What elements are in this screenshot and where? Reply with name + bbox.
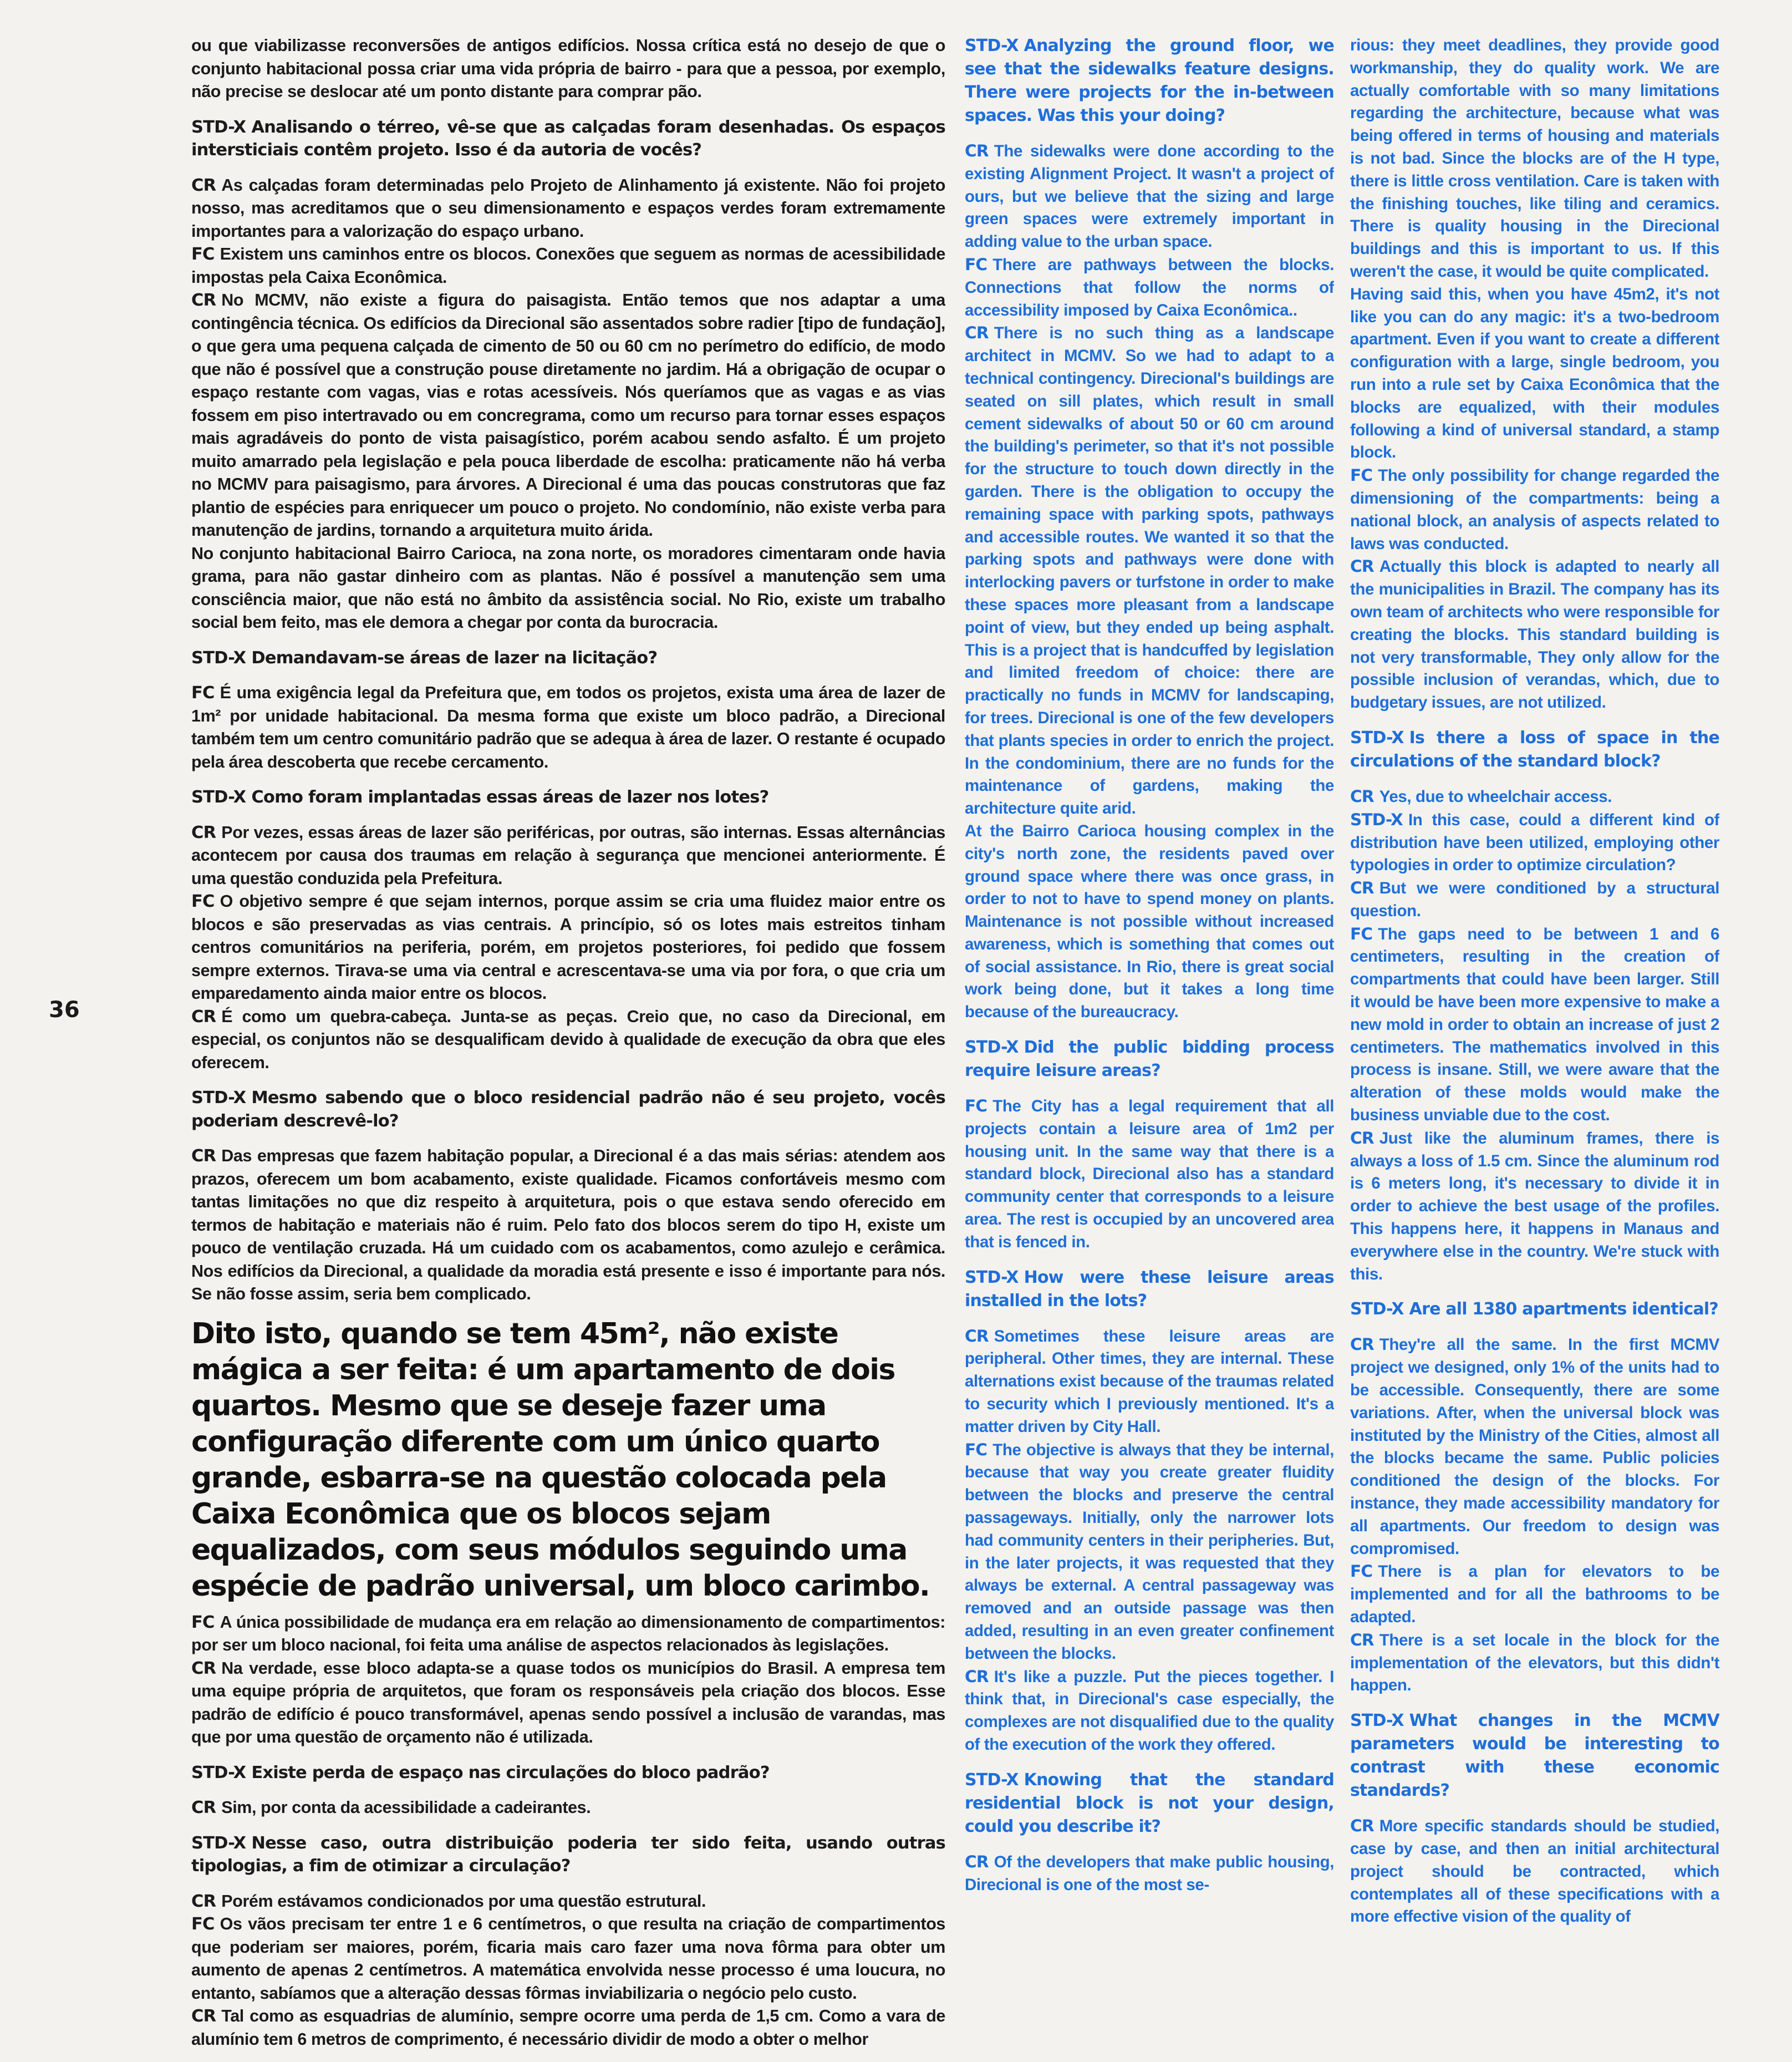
- speaker-label: CR: [191, 291, 216, 310]
- interview-question: [1350, 1709, 1719, 1802]
- interview-answer: [1350, 1127, 1719, 1286]
- interview-answer: [1350, 1333, 1719, 1560]
- pull-quote: [191, 1316, 945, 1604]
- interview-answer: [965, 1325, 1334, 1439]
- speaker-label: CR: [965, 141, 989, 160]
- paragraph-text: Sim, por conta da acessibilidade a cadeirantes.: [221, 1798, 591, 1817]
- paragraph-text: There is a plan for elevators to be implemented and for all the bathrooms to be adapted.: [1350, 1562, 1719, 1626]
- paragraph-text: Yes, due to wheelchair access.: [1379, 787, 1612, 806]
- interview-answer: [965, 1851, 1334, 1897]
- paragraph-text: ou que viabilizasse reconversões de antigos edifícios. Nossa crítica está no desejo de que o conjunto habitacional possa criar uma vida própria de bairro - para que a pessoa, por exemplo, não precise se deslocar até um ponto distante para comprar pão.: [191, 36, 945, 101]
- paragraph-text: Just like the aluminum frames, there is always a loss of 1.5 cm. Since the aluminum rod is 6 meters long, it's necessary to divide it in order to achieve the best usage of the profiles. This happens here, it happens in Manaus and everywhere else in the country. We're stuck with this.: [1350, 1129, 1719, 1283]
- speaker-label: FC: [1350, 1562, 1373, 1581]
- body-paragraph: [1350, 34, 1719, 283]
- interview-question: [191, 786, 945, 809]
- body-paragraph: [191, 34, 945, 104]
- paragraph-text: Tal como as esquadrias de alumínio, sempre ocorre uma perda de 1,5 cm. Como a vara de alumínio tem 6 metros de comprimento, é necessário dividir de modo a obter o melhor: [191, 2007, 945, 2049]
- paragraph-text: The gaps need to be between 1 and 6 centimeters, resulting in the creation of compartments that could have been larger. Still it would be have been more expensive to make a new mold in order to obtain an increase of just 2 centimeters. The mathematics involved in this process is insane. Still, we were aware that the alteration of these molds would make the business unviable due to the cost.: [1350, 925, 1719, 1125]
- paragraph-text: Having said this, when you have 45m2, it's not like you can do any magic: it's a two-bedroom apartment. Even if you want to create a different configuration with a large, single bedroom, you run into a rule set by Caixa Econômica that the blocks are equalized, with their modules following a kind of universal standard, a stamp block.: [1350, 285, 1719, 462]
- interview-answer: [965, 1095, 1334, 1254]
- paragraph-text: Por vezes, essas áreas de lazer são periféricas, por outras, são internas. Essas alternâncias acontecem por causa dos traumas em relação à segurança que mencionei anteriormente. É uma questão conduzida pela Prefeitura.: [191, 822, 945, 888]
- interview-question: [965, 34, 1334, 128]
- speaker-label: CR: [965, 323, 989, 343]
- interview-question: [965, 1036, 1334, 1083]
- interview-answer: [191, 2005, 945, 2051]
- paragraph-text: No MCMV, não existe a figura do paisagista. Então temos que nos adaptar a uma contingência técnica. Os edifícios da Direcional são assentados sobre radier [tipo de fundação], o que gera uma pequena calçada de cimento de 50 ou 60 cm no perímetro do edifício, de modo que não é possível que a construção pouse diretamente no jardim. Há a obrigação de ocupar o espaço restante com vagas, vias e rotas acessíveis. Nós queríamos que as vagas e as vias fossem em piso intertravado ou em concregrama, como um recurso para tornar esses espaços mais agradáveis do ponto de vista paisagístico, porém acabou sendo asfalto. É um projeto muito amarrado pela legislação e pela pouca liberdade de escolha: praticamente não há verba no MCMV para paisagismo, para árvores. A Direcional é uma das poucas construtoras que faz plantio de espécies para enriquecer um pouco o projeto. No condomínio, não existe verba para manutenção de jardins, tornando a arquitetura muito árida.: [191, 291, 945, 540]
- speaker-label: CR: [1350, 1630, 1374, 1649]
- speaker-label: STD-X: [965, 36, 1019, 55]
- speaker-label: STD-X: [191, 788, 246, 807]
- speaker-label: FC: [965, 1096, 987, 1116]
- speaker-label: CR: [965, 1326, 989, 1345]
- interview-answer: [191, 289, 945, 542]
- speaker-label: STD-X: [191, 1763, 246, 1782]
- interview-question: [191, 1086, 945, 1132]
- interview-answer: [965, 140, 1334, 253]
- paragraph-text: More specific standards should be studied, case by case, and then an initial architectural project should be contracted, which contemplates all of these specifications with a more effective vision of the quality of: [1350, 1817, 1719, 1926]
- interview-answer: [1350, 1560, 1719, 1628]
- paragraph-text: No conjunto habitacional Bairro Carioca, na zona norte, os moradores cimentaram onde havia grama, para não gastar dinheiro com as plantas. Não é possível a manutenção sem uma consciência maior, que não está no âmbito da assistência social. No Rio, existe um trabalho social bem feito, mas ele demora a chegar por conta da burocracia.: [191, 544, 945, 632]
- speaker-label: STD-X: [1350, 1711, 1404, 1731]
- paragraph-text: Os vãos precisam ter entre 1 e 6 centímetros, o que resulta na criação de compartimentos que poderiam ser maiores, porém, ficaria mais caro fazer uma nova fôrma para obter um aumento de apenas 2 centímetros. A matemática envolvida nesse processo é uma loucura, no entanto, sabíamos que a alteração dessas fôrmas inviabilizaria o negócio pelo custo.: [191, 1914, 945, 2003]
- paragraph-text: But we were conditioned by a structural question.: [1350, 879, 1719, 920]
- paragraph-text: There are pathways between the blocks. Connections that follow the norms of accessibility imposed by Caixa Econômica..: [965, 255, 1334, 319]
- paragraph-text: É uma exigência legal da Prefeitura que, em todos os projetos, exista uma área de lazer de 1m² por unidade habitacional. Da mesma forma que existe um bloco padrão, a Direcional também tem um centro comunitário padrão que se adequa à área de lazer. O restante é ocupado pela área descoberta que recebe cercamento.: [191, 683, 945, 771]
- interview-answer: [191, 1890, 945, 1913]
- speaker-label: CR: [965, 1667, 989, 1686]
- speaker-label: STD-X: [965, 1770, 1019, 1790]
- interview-answer: [191, 1005, 945, 1075]
- paragraph-text: Demandavam-se áreas de lazer na licitação?: [251, 648, 658, 668]
- paragraph-text: Sometimes these leisure areas are peripheral. Other times, they are internal. These alternations exist because of the traumas related to security which I previously mentioned. It's a matter driven by City Hall.: [965, 1327, 1334, 1436]
- speaker-label: CR: [191, 1658, 216, 1678]
- speaker-label: STD-X: [191, 1088, 246, 1108]
- paragraph-text: Are all 1380 apartments identical?: [1409, 1299, 1718, 1319]
- interview-answer: [1350, 785, 1719, 809]
- speaker-label: CR: [1350, 1816, 1374, 1836]
- paragraph-text: A única possibilidade de mudança era em relação ao dimensionamento de compartimentos: por ser um bloco nacional, foi feita uma análise de aspectos relacionados às legislações.: [191, 1612, 945, 1654]
- interview-question: [191, 647, 945, 670]
- interview-answer: [1350, 555, 1719, 714]
- interview-answer: [1350, 923, 1719, 1127]
- speaker-label: FC: [1350, 924, 1373, 943]
- speaker-label: STD-X: [1350, 1299, 1404, 1319]
- paragraph-text: There is no such thing as a landscape architect in MCMV. So we had to adapt to a technical contingency. Direcional's buildings are seated on sill plates, which result in small cement sidewalks of about 50 or 60 cm around the building's perimeter, so that it's not possible for the structure to touch down directly in the garden. There is the obligation to occupy the remaining space with parking spots, pathways and accessible routes. We wanted it so that the parking spots and pathways were done with interlocking pavers or turfstone in order to make these spaces more pleasant from a landscape point of view, but they ended up being asphalt. This is a project that is handcuffed by legislation and limited freedom of choice: there are practically no funds in MCMV for landscaping, for trees. Direcional is one of the few developers that plants species in order to enrich the project. In the condominium, there are no funds for the maintenance of gardens, making the architecture quite arid.: [965, 324, 1334, 818]
- paragraph-text: Mesmo sabendo que o bloco residencial padrão não é seu projeto, vocês poderiam descrevê-lo?: [191, 1088, 945, 1131]
- paragraph-text: It's like a puzzle. Put the pieces together. I think that, in Direcional's case especially, the complexes are not disqualified due to the quality of the execution of the work they offered.: [965, 1667, 1334, 1754]
- interview-answer: [1350, 464, 1719, 555]
- paragraph-text: Is there a loss of space in the circulations of the standard block?: [1350, 728, 1719, 771]
- interview-answer: [191, 1145, 945, 1306]
- speaker-label: CR: [191, 2007, 216, 2026]
- interview-answer: [965, 322, 1334, 820]
- paragraph-text: As calçadas foram determinadas pelo Projeto de Alinhamento já existente. Não foi projeto nosso, mas acreditamos que o seu dimensionamento e espaços verdes foram extremamente importantes para a valorização do espaço urbano.: [191, 175, 945, 241]
- interview-answer: [191, 1657, 945, 1749]
- speaker-label: STD-X: [1350, 810, 1403, 829]
- paragraph-text: Actually this block is adapted to nearly all the municipalities in Brazil. The company has its own team of architects who were responsible for creating the blocks. This standard building is not very transformable, They only allow for the possible inclusion of verandas, which, due to budgetary issues, are not utilized.: [1350, 557, 1719, 712]
- paragraph-text: Of the developers that make public housing, Direcional is one of the most se-: [965, 1852, 1334, 1894]
- paragraph-text: Das empresas que fazem habitação popular, a Direcional é a das mais sérias: atendem aos prazos, oferecem um bom acabamento, existe qualidade. Ficamos confortáveis mesmo com tantas limitações no que diz respeito à arquitetura, pois o que estava sendo oferecido em termos de habitação e materiais não é ruim. Pelo fato dos blocos serem do tipo H, existe um pouco de ventilação cruzada. Há um cuidado com os acabamentos, como azulejo e cerâmica. Nos edifícios da Direcional, a qualidade da moradia está presente e isso é importante para nós. Se não fosse assim, seria bem complicado.: [191, 1146, 945, 1303]
- speaker-label: FC: [191, 1914, 215, 1934]
- paragraph-text: Na verdade, esse bloco adapta-se a quase todos os municípios do Brasil. A empresa tem uma equipe própria de arquitetos, que foram os responsáveis pela criação dos blocos. Esse padrão de edifício é pouco transformável, apenas sendo possível a inclusão de varandas, mas que por uma questão de orçamento não é utilizada.: [191, 1658, 945, 1746]
- paragraph-text: Analisando o térreo, vê-se que as calçadas foram desenhadas. Os espaços intersticiais contêm projeto. Isso é da autoria de vocês?: [191, 117, 945, 160]
- speaker-label: FC: [191, 683, 215, 703]
- paragraph-text: É como um quebra-cabeça. Junta-se as peças. Creio que, no caso da Direcional, em especial, os conjuntos não se desqualificam devido à qualidade de execução da obra que eles oferecem.: [191, 1007, 945, 1072]
- speaker-label: CR: [1350, 878, 1374, 898]
- paragraph-text: In this case, could a different kind of distribution have been utilized, employing other typologies in order to optimize circulation?: [1350, 810, 1719, 875]
- interview-answer: [965, 1439, 1334, 1665]
- interview-question: [191, 1761, 945, 1785]
- paragraph-text: The only possibility for change regarded the dimensioning of the compartments: being a national block, an analysis of aspects related to laws was conducted.: [1350, 466, 1719, 553]
- paragraph-text: O objetivo sempre é que sejam internos, porque assim se cria uma fluidez maior entre os blocos e são preservadas as vias centrais. A princípio, só os lotes mais estreitos tinham centros comunitários na periferia, porém, em projetos posteriores, foi pedido que fossem sempre externos. Tirava-se uma via central e acrescentava-se uma via por fora, o que cria um emparedamento ainda maior entre os blocos.: [191, 892, 945, 1003]
- speaker-label: CR: [191, 822, 216, 842]
- speaker-label: CR: [1350, 557, 1374, 576]
- body-paragraph: [1350, 283, 1719, 464]
- portuguese-column: [191, 34, 945, 2062]
- speaker-label: STD-X: [191, 117, 246, 137]
- paragraph-text: Dito isto, quando se tem 45m², não existe mágica a ser feita: é um apartamento de dois quartos. Mesmo que se deseje fazer uma configuração diferente com um único quarto grande, esbarra-se na questão colocada pela Caixa Econômica que os blocos sejam equalizados, com seus módulos seguindo uma espécie de padrão universal, um bloco carimbo.: [191, 1317, 930, 1603]
- interview-question: [965, 1266, 1334, 1313]
- interview-answer: [191, 890, 945, 1005]
- interview-answer: [191, 821, 945, 891]
- paragraph-text: Did the public bidding process require leisure areas?: [965, 1038, 1334, 1081]
- paragraph-text: They're all the same. In the first MCMV project we designed, only 1% of the units had to be accessible. Consequently, there are some variations. After, when the universal block was instituted by the Ministry of the Cities, almost all the blocks became the same. Public policies conditioned the design of the blocks. For instance, they made accessibility mandatory for all apartments. Our freedom to design was compromised.: [1350, 1335, 1719, 1558]
- interview-answer: [965, 1665, 1334, 1756]
- paragraph-text: Porém estávamos condicionados por uma questão estrutural.: [221, 1891, 706, 1911]
- speaker-label: CR: [191, 1798, 216, 1817]
- speaker-label: FC: [191, 892, 215, 911]
- interview-answer: [965, 253, 1334, 322]
- paragraph-text: At the Bairro Carioca housing complex in the city's north zone, the residents paved over ground space where there was once grass, in order to not to have to spend money on plants. Maintenance is not possible without increased awareness, which is something that comes out of social assistance. In Rio, there is great social work being done, but it takes a long time because of the bureaucracy.: [965, 821, 1334, 1022]
- page-number: 36: [49, 997, 80, 1023]
- paragraph-text: rious: they meet deadlines, they provide good workmanship, they do quality work. We are actually comfortable with so many limitations regarding the architecture, because what was being offered in terms of housing and materials is not bad. Since the blocks are of the H type, there is little cross ventilation. Care is taken with the finishing touches, like tiling and ceramics. There is quality housing in the Direcional buildings and this is important to us. If this weren't the case, it would be quite complicated.: [1350, 36, 1719, 281]
- speaker-label: CR: [191, 1007, 216, 1027]
- interview-answer: [1350, 877, 1719, 923]
- speaker-label: FC: [191, 245, 215, 264]
- paragraph-text: How were these leisure areas installed in the lots?: [965, 1267, 1334, 1311]
- paragraph-text: The objective is always that they be internal, because that way you create greater fluidity between the blocks and preserve the central passageways. Initially, only the narrower lots had community centers in their peripheries. But, in the later projects, it was requested that they always be external. A central passageway was removed and an outside passage was then added, resulting in an even greater confinement between the blocks.: [965, 1440, 1334, 1663]
- interview-question: [191, 116, 945, 162]
- interview-answer: [191, 682, 945, 774]
- interview-question: [191, 1832, 945, 1878]
- paragraph-text: The sidewalks were done according to the existing Alignment Project. It wasn't a project of ours, but we believe that the sizing and large green spaces were extremely important in adding value to the urban space.: [965, 142, 1334, 251]
- paragraph-text: What changes in the MCMV parameters would be interesting to contrast with these economic standards?: [1350, 1711, 1719, 1801]
- speaker-label: CR: [191, 1146, 216, 1166]
- interview-answer: [191, 1611, 945, 1657]
- speaker-label: STD-X: [191, 1833, 246, 1853]
- speaker-label: FC: [191, 1612, 215, 1632]
- speaker-label: STD-X: [191, 648, 246, 668]
- paragraph-text: Analyzing the ground floor, we see that the sidewalks feature designs. There were projects for the in-between spaces. Was this your doing?: [965, 36, 1334, 125]
- speaker-label: CR: [1350, 1335, 1374, 1354]
- speaker-label: FC: [1350, 466, 1373, 485]
- interview-answer: [1350, 809, 1719, 877]
- speaker-label: CR: [1350, 1128, 1374, 1147]
- paragraph-text: Knowing that the standard residential block is not your design, could you describe it?: [965, 1770, 1334, 1836]
- speaker-label: FC: [965, 1440, 987, 1459]
- speaker-label: FC: [965, 255, 987, 274]
- interview-answer: [191, 1913, 945, 2005]
- interview-answer: [1350, 1629, 1719, 1697]
- paragraph-text: The City has a legal requirement that all projects contain a leisure area of 1m2 per housing unit. In the same way that there is a standard block, Direcional also has a standard community center that corresponds to a leisure area. The rest is occupied by an uncovered area that is fenced in.: [965, 1097, 1334, 1251]
- paragraph-text: There is a set locale in the block for the implementation of the elevators, but this didn't happen.: [1350, 1631, 1719, 1695]
- body-paragraph: [965, 820, 1334, 1024]
- interview-answer: [191, 243, 945, 289]
- speaker-label: CR: [191, 1891, 216, 1911]
- interview-question: [1350, 727, 1719, 773]
- interview-answer: [191, 174, 945, 243]
- speaker-label: STD-X: [965, 1267, 1019, 1287]
- english-column-1: [965, 34, 1334, 2062]
- paragraph-text: Existem uns caminhos entre os blocos. Conexões que seguem as normas de acessibilidade impostas pela Caixa Econômica.: [191, 245, 945, 287]
- paragraph-text: Existe perda de espaço nas circulações do bloco padrão?: [251, 1763, 770, 1782]
- speaker-label: CR: [1350, 786, 1374, 806]
- speaker-label: CR: [965, 1852, 989, 1871]
- body-paragraph: [191, 542, 945, 634]
- speaker-label: CR: [191, 175, 216, 195]
- speaker-label: STD-X: [1350, 728, 1404, 748]
- interview-answer: [191, 1796, 945, 1820]
- english-column-2: [1350, 34, 1719, 2062]
- speaker-label: STD-X: [965, 1038, 1019, 1058]
- interview-question: [1350, 1298, 1719, 1321]
- interview-answer: [1350, 1815, 1719, 1928]
- paragraph-text: Como foram implantadas essas áreas de lazer nos lotes?: [251, 788, 769, 807]
- interview-question: [965, 1769, 1334, 1838]
- paragraph-text: Nesse caso, outra distribuição poderia ter sido feita, usando outras tipologias, a fim de otimizar a circulação?: [191, 1833, 945, 1876]
